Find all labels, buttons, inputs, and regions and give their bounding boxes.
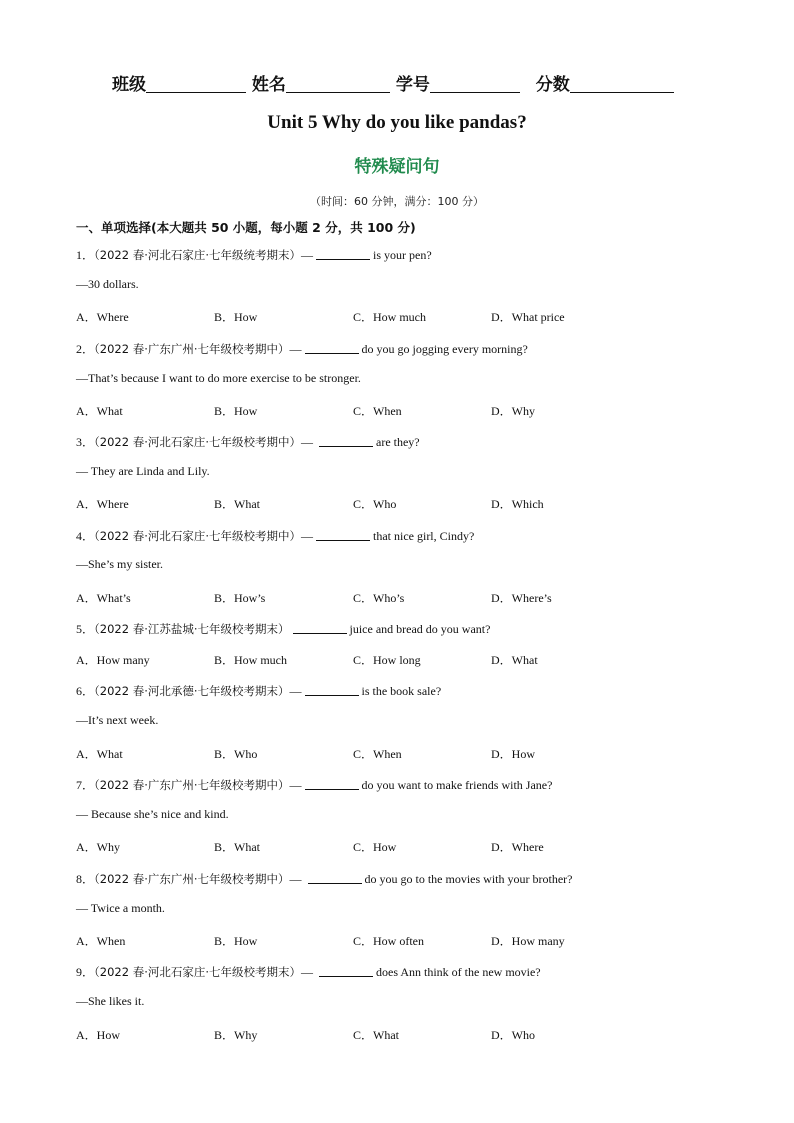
option-a[interactable]: A．When <box>76 934 126 948</box>
question-1: 1．（2022 春·河北石家庄·七年级统考期末）— is your pen? <box>76 248 432 262</box>
id-blank <box>430 74 520 93</box>
option-b[interactable]: B．How <box>214 934 258 948</box>
score-label: 分数 <box>535 75 570 95</box>
answer-blank <box>293 622 347 634</box>
question-2-reply: —That’s because I want to do more exercise to be stronger. <box>76 371 361 385</box>
option-d[interactable]: D．Which <box>491 497 544 511</box>
option-c[interactable]: C．How long <box>353 653 421 667</box>
option-a[interactable]: A．Why <box>76 840 120 854</box>
exam-timing: （时间：60 分钟，满分：100 分） <box>310 195 484 208</box>
option-a[interactable]: A．How <box>76 1028 120 1042</box>
question-8-reply: — Twice a month. <box>76 901 165 915</box>
question-8: 8．（2022 春·广东广州·七年级校考期中）— do you go to the movies with your brother? <box>76 872 573 886</box>
question-6: 6．（2022 春·河北承德·七年级校考期末）— is the book sale? <box>76 684 442 698</box>
answer-blank <box>308 872 362 884</box>
option-b[interactable]: B．How’s <box>214 591 266 605</box>
option-d[interactable]: D．Where’s <box>491 591 552 605</box>
option-c[interactable]: C．When <box>353 404 402 418</box>
option-c[interactable]: C．Who’s <box>353 591 405 605</box>
question-5: 5．（2022 春·江苏盐城·七年级校考期末） juice and bread do you want? <box>76 622 491 636</box>
answer-blank <box>316 529 370 541</box>
option-c[interactable]: C．What <box>353 1028 399 1042</box>
answer-blank <box>305 684 359 696</box>
question-7-reply: — Because she’s nice and kind. <box>76 807 229 821</box>
name-label: 姓名 <box>251 75 286 95</box>
option-b[interactable]: B．How <box>214 404 258 418</box>
option-b[interactable]: B．What <box>214 497 260 511</box>
answer-blank <box>305 778 359 790</box>
option-b[interactable]: B．What <box>214 840 260 854</box>
option-a[interactable]: A．What’s <box>76 591 131 605</box>
option-a[interactable]: A．Where <box>76 497 129 511</box>
section-heading: 一、单项选择(本大题共 50 小题，每小题 2 分，共 100 分) <box>76 220 416 235</box>
option-d[interactable]: D．What price <box>491 310 565 324</box>
option-c[interactable]: C．Who <box>353 497 397 511</box>
page-title: Unit 5 Why do you like pandas? <box>267 112 527 133</box>
answer-blank <box>305 342 359 354</box>
class-blank <box>146 74 246 93</box>
option-c[interactable]: C．When <box>353 747 402 761</box>
option-c[interactable]: C．How much <box>353 310 426 324</box>
class-label: 班级 <box>112 75 146 95</box>
answer-blank <box>316 248 370 260</box>
score-blank <box>570 74 674 93</box>
option-c[interactable]: C．How often <box>353 934 424 948</box>
option-a[interactable]: A．Where <box>76 310 129 324</box>
question-9-reply: —She likes it. <box>76 994 145 1008</box>
option-d[interactable]: D．Who <box>491 1028 535 1042</box>
option-b[interactable]: B．Who <box>214 747 258 761</box>
option-a[interactable]: A．How many <box>76 653 150 667</box>
option-d[interactable]: D．How <box>491 747 535 761</box>
question-3: 3．（2022 春·河北石家庄·七年级校考期中）— are they? <box>76 435 420 449</box>
option-d[interactable]: D．How many <box>491 934 565 948</box>
question-2: 2．（2022 春·广东广州·七年级校考期中）— do you go jogging every morning? <box>76 342 528 356</box>
option-b[interactable]: B．Why <box>214 1028 258 1042</box>
question-4-reply: —She’s my sister. <box>76 557 164 571</box>
option-a[interactable]: A．What <box>76 404 123 418</box>
option-b[interactable]: B．How much <box>214 653 287 667</box>
name-blank <box>286 74 390 93</box>
option-d[interactable]: D．Where <box>491 840 544 854</box>
option-a[interactable]: A．What <box>76 747 123 761</box>
option-d[interactable]: D．What <box>491 653 538 667</box>
question-9: 9．（2022 春·河北石家庄·七年级校考期末）— does Ann think of the new movie? <box>76 965 541 979</box>
question-6-reply: —It’s next week. <box>76 713 159 727</box>
answer-blank <box>319 965 373 977</box>
option-b[interactable]: B．How <box>214 310 258 324</box>
question-4: 4．（2022 春·河北石家庄·七年级校考期中）— that nice girl, Cindy? <box>76 529 475 543</box>
question-3-reply: — They are Linda and Lily. <box>76 464 210 478</box>
student-info-line <box>112 70 692 95</box>
answer-blank <box>319 435 373 447</box>
option-d[interactable]: D．Why <box>491 404 535 418</box>
option-c[interactable]: C．How <box>353 840 397 854</box>
id-label: 学号 <box>395 75 430 95</box>
page-subtitle: 特殊疑问句 <box>354 157 440 177</box>
question-7: 7．（2022 春·广东广州·七年级校考期中）— do you want to make friends with Jane? <box>76 778 553 792</box>
question-1-reply: —30 dollars. <box>76 277 139 291</box>
